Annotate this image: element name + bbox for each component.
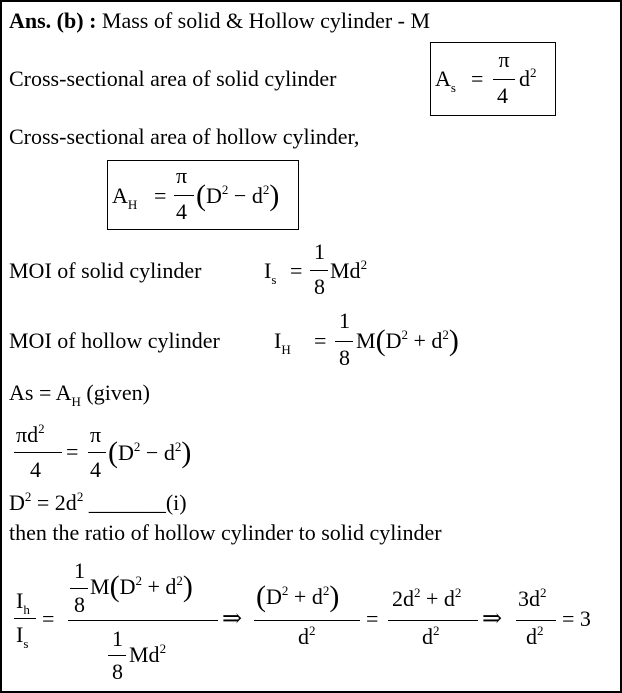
fraction-bar	[310, 270, 328, 271]
eq5-rhs: $(D^2 - d^2)$	[108, 436, 192, 469]
fraction-num: 1	[112, 626, 123, 651]
answer-label: Ans. (b) :	[9, 8, 97, 33]
moi-hollow-label: MOI of hollow cylinder	[9, 328, 220, 353]
equals-sign: =	[66, 439, 79, 464]
moi-solid-label: MOI of solid cylinder	[9, 258, 202, 283]
fraction-bar	[174, 195, 194, 196]
fraction-num: π	[90, 422, 102, 447]
fraction-num: π	[176, 163, 188, 188]
pi-d2-num: $\pi d^2$	[16, 421, 45, 447]
term2-num: $(D^2 + d^2)$	[256, 580, 340, 613]
hollow-area-formula-box	[107, 160, 299, 230]
answer-heading	[9, 8, 430, 34]
big-denominator: Md$^2$	[129, 641, 167, 667]
implies-arrow: ⇒	[482, 606, 503, 632]
fraction-den: 8	[112, 659, 123, 684]
moi-solid-lhs: $I_s$	[264, 258, 277, 287]
fraction-num: 1	[314, 239, 325, 264]
equals-sign: =	[42, 606, 55, 631]
solid-area-lhs: $A_s$	[435, 66, 456, 95]
fraction-den: 4	[90, 457, 101, 482]
fraction-num: 1	[74, 558, 85, 583]
term2-den: $d^2$	[298, 623, 316, 649]
fraction-bar	[493, 79, 515, 80]
fraction-bar	[14, 452, 62, 453]
pi-over-four: π	[498, 47, 510, 72]
moi-hollow-rhs: $M(D^2 + d^2)$	[356, 324, 459, 357]
term4-num: $3d^2$	[518, 585, 547, 611]
fraction-bar	[254, 620, 360, 621]
equals-sign: =	[290, 258, 303, 283]
solid-area-formula-box	[430, 42, 556, 116]
ratio-statement: then the ratio of hollow cylinder to solid cylinder	[9, 520, 442, 545]
solid-area-label: Cross-sectional area of solid cylinder	[9, 66, 337, 91]
fraction-bar	[88, 452, 106, 453]
fraction-num: 1	[339, 308, 350, 333]
fraction-den: 8	[314, 274, 325, 299]
term4-den: $d^2$	[526, 623, 544, 649]
solid-area-rhs: $d^2$	[519, 65, 537, 91]
fraction-bar	[388, 620, 478, 621]
term3-num: $2d^2 + d^2$	[392, 585, 462, 611]
ratio-num: $I_h$	[16, 588, 30, 617]
moi-hollow-lhs: $I_H$	[274, 328, 291, 357]
equals-sign: =	[314, 328, 327, 353]
fraction-den: 4	[30, 457, 41, 482]
equation-i: $D^2 = 2d^2$ _______(i)	[9, 489, 187, 515]
fraction-den: 4	[497, 83, 508, 108]
fraction-den: 8	[74, 592, 85, 617]
hollow-area-label: Cross-sectional area of hollow cylinder,	[9, 124, 360, 149]
fraction-den: 8	[339, 345, 350, 370]
fraction-den: 4	[176, 199, 187, 224]
big-numerator: $M(D^2 + d^2)$	[90, 570, 193, 603]
equals-sign: =	[366, 606, 379, 631]
hollow-area-lhs: $A_H$	[112, 183, 138, 212]
fraction-bar	[14, 618, 36, 619]
implies-arrow: ⇒	[222, 606, 243, 632]
area-equality: $As = A_H$ (given)	[9, 380, 150, 409]
hollow-area-rhs: $(D^2 - d^2)$	[196, 179, 280, 212]
fraction-bar	[516, 620, 556, 621]
main-fraction-bar	[68, 620, 218, 621]
fraction-bar	[335, 341, 353, 342]
ratio-den: $I_s$	[16, 622, 29, 651]
moi-solid-rhs: Md$^2$	[330, 257, 368, 283]
result-equals-3: = 3	[562, 606, 591, 631]
fraction-bar	[108, 655, 126, 656]
equals-sign: =	[471, 66, 484, 91]
equals-sign: =	[154, 183, 167, 208]
answer-text: Mass of solid & Hollow cylinder - M	[101, 8, 431, 33]
fraction-bar	[70, 588, 88, 589]
term3-den: $d^2$	[422, 623, 440, 649]
